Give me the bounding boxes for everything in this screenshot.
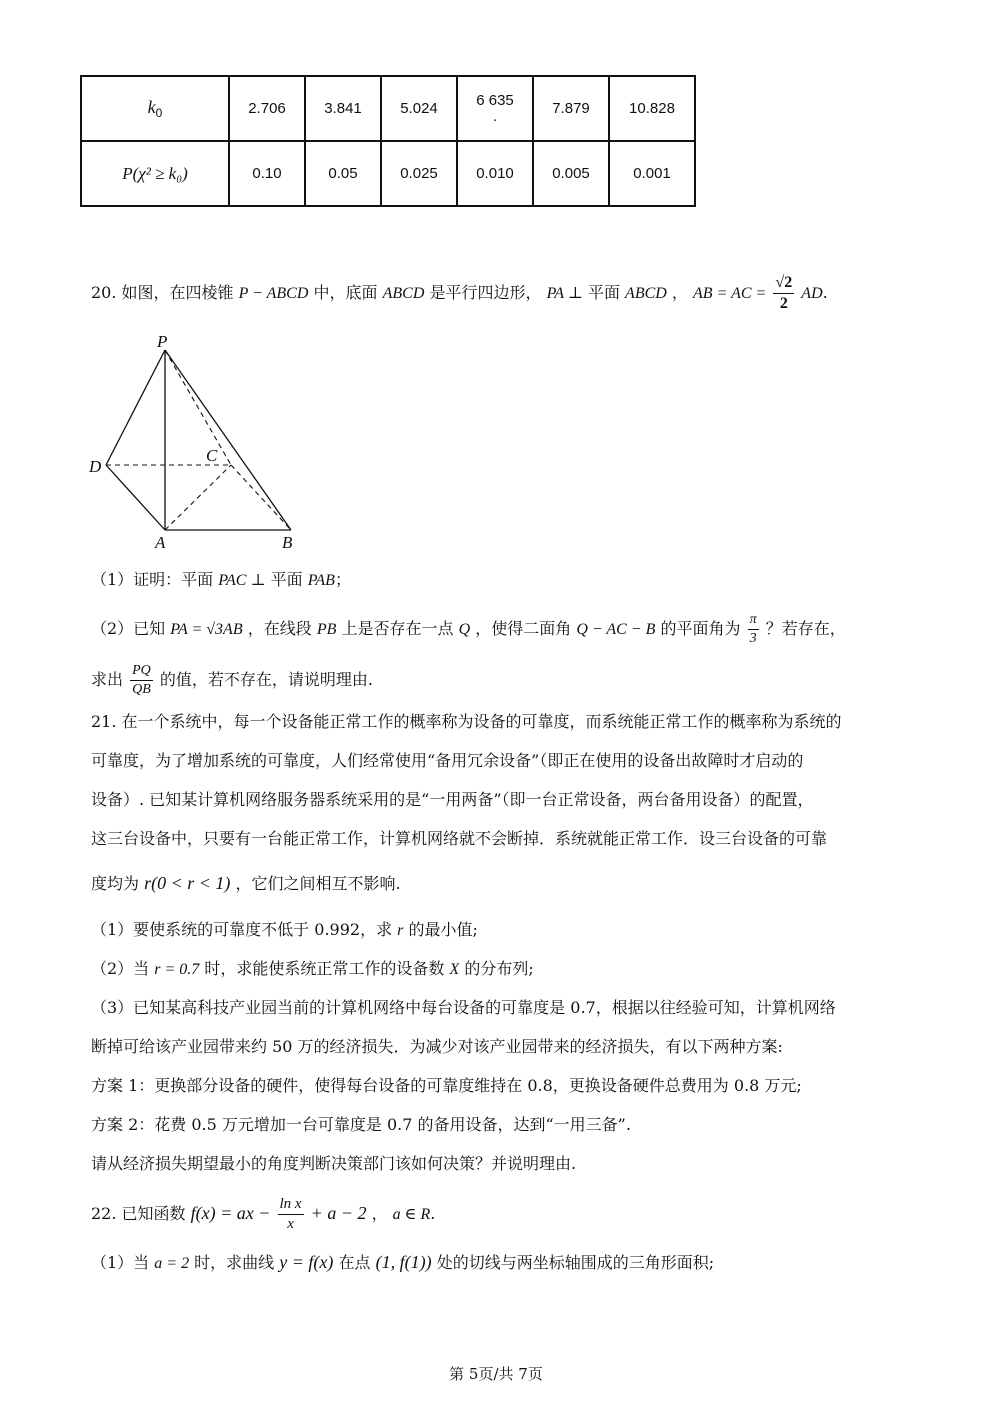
q21-math: X [449, 961, 460, 978]
fraction-denominator: 3 [749, 631, 757, 646]
page-footer: 第 5页/共 7页 [449, 1365, 543, 1383]
q20-math: PAB [307, 572, 335, 589]
table-cell: 2.706 [229, 76, 305, 141]
fraction-numerator: π [748, 613, 759, 630]
table-cell: 0.025 [381, 141, 457, 206]
q20-text: ； [334, 570, 351, 589]
q22-stem [91, 1197, 435, 1232]
q20-math: AD [801, 285, 823, 302]
table-cell: 0.001 [609, 141, 695, 206]
q20-text: （1）证明：平面 [91, 570, 214, 589]
fraction-numerator: √2 [773, 275, 794, 294]
q21-part2 [91, 957, 534, 982]
table-cell: 10.828 [609, 76, 695, 141]
q22-math: f(x) = ax − [190, 1203, 271, 1223]
q20-math: PB [316, 621, 337, 638]
edge-cb [231, 465, 291, 530]
label-b: B [282, 533, 293, 552]
table-cell: 0.05 [305, 141, 381, 206]
q20-text: 求出 [91, 670, 124, 689]
q22-math: + a − 2 [310, 1203, 367, 1223]
edge-pb [165, 350, 291, 530]
q21-text: （2）当 [91, 959, 150, 978]
q21-line4: 这三台设备中，只要有一台能正常工作，计算机网络就不会断掉．系统就能正常工作．设三台设备的可靠 [91, 829, 828, 848]
q22-text: 时，求曲线 [194, 1253, 275, 1272]
q20-part2-line2 [91, 664, 373, 697]
k-label-sub: 0 [155, 106, 163, 120]
q21-text: 时，求能使系统正常工作的设备数 [204, 959, 445, 978]
q20-angle-fraction [748, 613, 759, 646]
critical-value-table [80, 75, 696, 207]
table-cell: 3.841 [305, 76, 381, 141]
q20-text: 平面 [587, 283, 620, 302]
fraction-numerator: PQ [130, 664, 153, 681]
q21-text: 的分布列; [464, 959, 534, 978]
q20-stem [91, 275, 828, 312]
q21-line1: 21. 在一个系统中，每一个设备能正常工作的概率称为设备的可靠度，而系统能正常工作的概率称为系统的 [91, 712, 842, 731]
q20-text: ，在线段 [247, 619, 312, 638]
table-header-k0 [81, 76, 229, 141]
q22-text: （1）当 [91, 1253, 150, 1272]
q20-text: ， [671, 283, 688, 302]
table-row [81, 141, 695, 206]
fraction-numerator: ln x [278, 1197, 304, 1215]
q20-math: PAC ⊥ [218, 572, 266, 589]
q22-text: 22. 已知函数 [91, 1204, 186, 1223]
edge-ac [165, 465, 231, 530]
q20-math: P − ABCD [238, 285, 309, 302]
q22-text: 在点 [338, 1253, 371, 1272]
q21-text: 的最小值; [408, 920, 478, 939]
fraction-denominator: QB [132, 682, 151, 697]
edge-pd [106, 350, 165, 465]
fraction-denominator: x [287, 1216, 294, 1232]
table-cell: 0.010 [457, 141, 533, 206]
edge-pc [165, 350, 231, 465]
q21-math: r(0 < r < 1) [144, 873, 231, 893]
q21-question: 请从经济损失期望最小的角度判断决策部门该如何决策？并说明理由. [91, 1154, 577, 1173]
q20-math: AB = AC = [693, 285, 767, 302]
q20-fraction [773, 275, 794, 312]
edge-da [106, 465, 165, 530]
q20-text: ？若存在， [765, 619, 846, 638]
q22-fraction [278, 1197, 304, 1232]
k-label: k [147, 97, 156, 117]
q20-ratio-fraction [130, 664, 153, 697]
table-cell: 0.005 [533, 141, 609, 206]
q22-part1 [91, 1250, 714, 1276]
q20-math: Q − AC − B [576, 621, 656, 638]
q21-math: r [397, 922, 404, 939]
q21-plan2: 方案 2：花费 0.5 万元增加一台可靠度是 0.7 的备用设备，达到“一用三备”. [91, 1115, 631, 1134]
table-cell-value: 6 635 [476, 91, 514, 109]
q20-part2 [91, 613, 846, 646]
table-cell: 7.879 [533, 76, 609, 141]
q21-plan1: 方案 1：更换部分设备的硬件，使得每台设备的可靠度维持在 0.8，更换设备硬件总费用为 0.8 万元; [91, 1076, 802, 1095]
q21-part3-line2: 断掉可给该产业园带来约 50 万的经济损失．为减少对该产业园带来的经济损失，有以下两种方案: [91, 1037, 783, 1056]
q22-text: ， [371, 1204, 388, 1223]
q20-text: . [822, 283, 828, 302]
q22-math: a = 2 [154, 1255, 190, 1272]
q22-math: a ∈ R [392, 1206, 431, 1223]
q22-text: . [430, 1204, 436, 1223]
q22-math: (1, f(1)) [375, 1252, 432, 1272]
label-d: D [89, 457, 102, 476]
pyramid-figure [85, 330, 315, 555]
q21-math: r = 0.7 [154, 961, 200, 978]
q20-math: PA = √3AB [170, 621, 243, 638]
q20-math: ABCD [382, 285, 425, 302]
q20-text: 20. 如图，在四棱锥 [91, 283, 234, 302]
q21-line3: 设备）. 已知某计算机网络服务器系统采用的是“一用两备”（即一台正常设备，两台备用设备）的配置， [91, 790, 814, 809]
table-cell [457, 76, 533, 141]
q20-text: 的平面角为 [660, 619, 741, 638]
q21-part3-line1: （3）已知某高科技产业园当前的计算机网络中每台设备的可靠度是 0.7，根据以往经验可知，计算机网络 [91, 998, 836, 1017]
q21-line5 [91, 871, 401, 896]
label-c: C [206, 446, 218, 465]
table-header-probability: P(χ² ≥ k₀) [81, 141, 229, 206]
label-a: A [155, 533, 166, 552]
table-cell: 5.024 [381, 76, 457, 141]
fraction-denominator: 2 [779, 295, 788, 312]
q21-part1 [91, 918, 478, 943]
q21-text: （1）要使系统的可靠度不低于 0.992，求 [91, 920, 393, 939]
table-cell: 0.10 [229, 141, 305, 206]
q20-text: 的值，若不存在，请说明理由. [159, 670, 373, 689]
q20-math: ABCD [625, 285, 667, 302]
q20-text: 是平行四边形， [429, 283, 542, 302]
q20-math: Q [458, 621, 471, 638]
q21-line2: 可靠度，为了增加系统的可靠度，人们经常使用“备用冗余设备”（即正在使用的设备出故障时才启动的 [91, 751, 804, 770]
label-p: P [157, 332, 168, 351]
q21-text: ，它们之间相互不影响. [235, 874, 401, 893]
q20-part1 [91, 568, 351, 593]
table-row [81, 76, 695, 141]
q22-text: 处的切线与两坐标轴围成的三角形面积; [436, 1253, 715, 1272]
q20-text: ，使得二面角 [475, 619, 572, 638]
q20-text: 平面 [270, 570, 303, 589]
q20-text: （2）已知 [91, 619, 166, 638]
q21-text: 度均为 [91, 874, 140, 893]
q20-math: PA ⊥ [546, 285, 583, 302]
q20-text: 中，底面 [313, 283, 378, 302]
q20-text: 上是否存在一点 [341, 619, 454, 638]
table-cell-mark: . [492, 107, 498, 125]
q22-math: y = f(x) [279, 1252, 334, 1272]
